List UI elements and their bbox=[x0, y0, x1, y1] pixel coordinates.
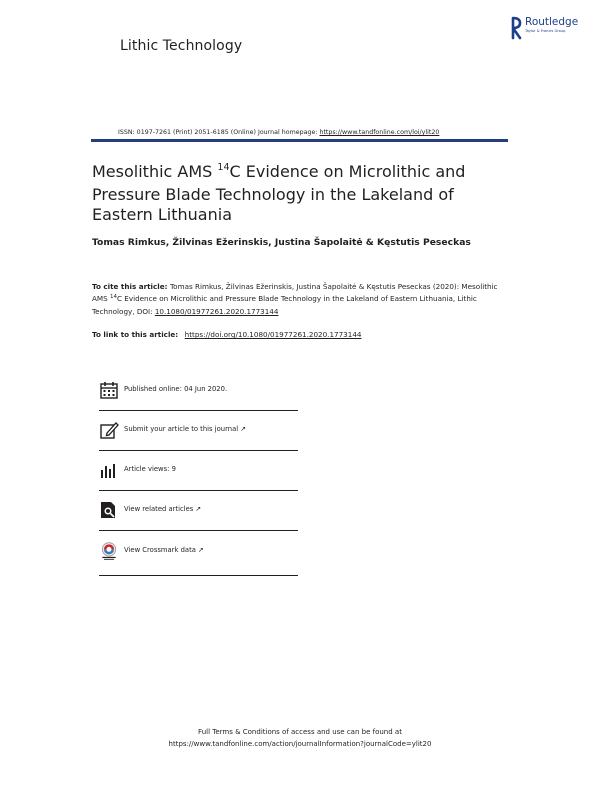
related-articles-row[interactable] bbox=[99, 500, 298, 542]
published-online-row bbox=[99, 380, 298, 422]
article-views-row bbox=[99, 460, 298, 502]
citation-text-1: Tomas Rimkus, Žilvinas Ežerinskis, Justina Šapolaitė & Kęstutis Peseckas (2020): Mesolithic AMS bbox=[92, 282, 498, 303]
issn-text: ISSN: 0197-7261 (Print) 2051-6185 (Online) Journal homepage: bbox=[118, 129, 320, 136]
related-articles-icon bbox=[99, 500, 119, 520]
article-authors: Tomas Rimkus, Žilvinas Ežerinskis, Justina Šapolaitė & Kęstutis Peseckas bbox=[92, 237, 471, 248]
link-label: To link to this article: bbox=[92, 330, 181, 339]
edit-icon bbox=[99, 420, 119, 440]
footer-terms-text: Full Terms & Conditions of access and use can be found at bbox=[198, 728, 402, 736]
publisher-name: Routledge bbox=[525, 16, 579, 28]
article-views-text: Article views: 9 bbox=[124, 465, 176, 473]
submit-article-link[interactable] bbox=[124, 425, 246, 433]
crossmark-row[interactable] bbox=[99, 541, 298, 583]
crossmark-icon bbox=[99, 541, 119, 561]
citation-text-2: C Evidence on Microlithic and Pressure Blade Technology in the Lakeland of Eastern Lithuania, Lithic Technology, DOI: bbox=[92, 293, 477, 317]
external-link-icon: ↗ bbox=[240, 425, 247, 433]
publisher-logo[interactable] bbox=[510, 16, 590, 42]
issn-line bbox=[118, 129, 439, 136]
citation-block bbox=[92, 281, 512, 318]
submit-article-label: Submit your article to this journal bbox=[124, 425, 239, 433]
routledge-logo-icon bbox=[510, 16, 523, 40]
footer-terms-link[interactable]: https://www.tandfonline.com/action/journalInformation?journalCode=ylit20 bbox=[168, 740, 432, 748]
article-title bbox=[92, 162, 512, 225]
article-doi-link[interactable]: https://doi.org/10.1080/01977261.2020.1773144 bbox=[184, 330, 362, 339]
crossmark-label: View Crossmark data bbox=[124, 546, 196, 554]
calendar-icon bbox=[99, 380, 119, 400]
citation-superscript: 14 bbox=[109, 293, 117, 300]
title-superscript: 14 bbox=[217, 162, 230, 173]
submit-article-row[interactable] bbox=[99, 420, 298, 462]
publisher-tagline: Taylor & Francis Group bbox=[525, 29, 566, 33]
published-online-text: Published online: 04 Jun 2020. bbox=[124, 385, 228, 393]
related-articles-label: View related articles bbox=[124, 505, 194, 513]
external-link-icon: ↗ bbox=[198, 546, 204, 554]
title-part-1: Mesolithic AMS bbox=[92, 162, 218, 181]
crossmark-link[interactable] bbox=[124, 546, 204, 554]
journal-name[interactable]: Lithic Technology bbox=[120, 38, 243, 54]
citation-label: To cite this article: bbox=[92, 282, 170, 291]
related-articles-link[interactable] bbox=[124, 505, 201, 513]
citation-doi-link[interactable]: 10.1080/01977261.2020.1773144 bbox=[154, 307, 279, 317]
header-rule bbox=[91, 139, 508, 142]
journal-homepage-link[interactable]: https://www.tandfonline.com/loi/ylit20 bbox=[319, 129, 440, 136]
external-link-icon: ↗ bbox=[195, 505, 202, 513]
article-link-line bbox=[92, 330, 361, 339]
bar-chart-icon bbox=[99, 460, 119, 480]
title-part-2: C Evidence on Microlithic and Pressure Blade Technology in the Lakeland of Eastern Lithuania bbox=[92, 162, 466, 224]
